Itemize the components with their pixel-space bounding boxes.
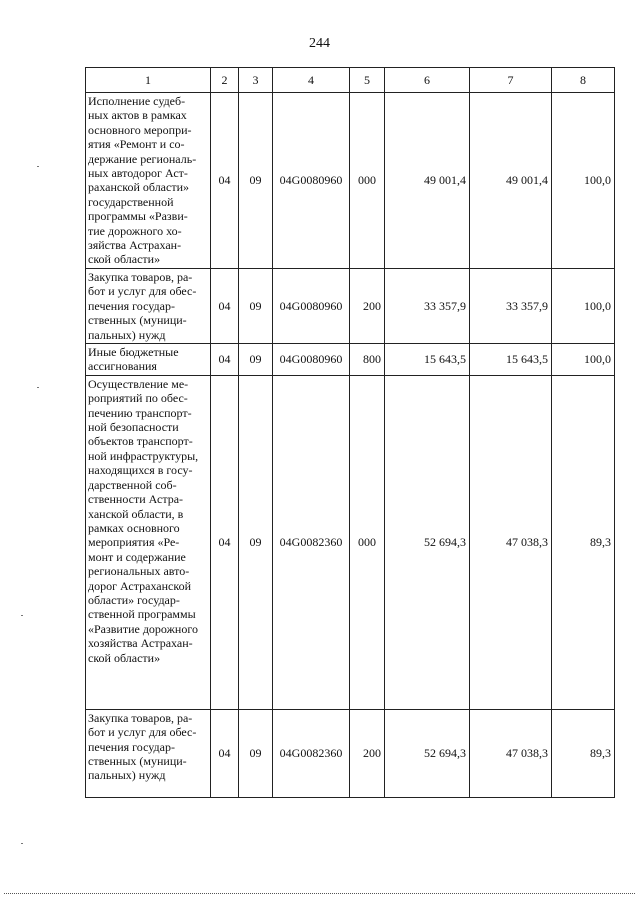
expense-type-cell: 000: [350, 375, 385, 709]
expense-type-cell: 000: [350, 93, 385, 269]
header-cell: 4: [273, 68, 350, 93]
table-row: [86, 375, 615, 709]
section-code-cell: 04: [211, 375, 239, 709]
row-name-cell: Иные бюджетные ассигнования: [86, 344, 211, 376]
subsection-code-cell: 09: [239, 344, 273, 376]
execution-percent-cell: 89,3: [552, 375, 615, 709]
header-cell: 2: [211, 68, 239, 93]
executed-amount-cell: 47 038,3: [470, 709, 552, 797]
header-cell: 5: [350, 68, 385, 93]
execution-percent-cell: 100,0: [552, 344, 615, 376]
section-code-cell: 04: [211, 344, 239, 376]
executed-amount-cell: 47 038,3: [470, 375, 552, 709]
execution-percent-cell: 100,0: [552, 269, 615, 344]
subsection-code-cell: 09: [239, 269, 273, 344]
target-article-cell: 04G0080960: [273, 344, 350, 376]
subsection-code-cell: 09: [239, 709, 273, 797]
expense-type-cell: 200: [350, 269, 385, 344]
scan-speck: [37, 387, 39, 388]
header-row: [86, 68, 615, 93]
subsection-code-cell: 09: [239, 375, 273, 709]
planned-amount-cell: 52 694,3: [385, 375, 470, 709]
target-article-cell: 04G0080960: [273, 269, 350, 344]
row-name-cell: Закупка товаров, ра- бот и услуг для обес- печения государ- ственных (муници- пальных) нужд: [86, 269, 211, 344]
budget-table: [85, 67, 615, 798]
target-article-cell: 04G0080960: [273, 93, 350, 269]
scan-edge-line: [4, 893, 635, 894]
section-code-cell: 04: [211, 269, 239, 344]
scan-speck: [21, 843, 23, 844]
section-code-cell: 04: [211, 93, 239, 269]
row-name-cell: Исполнение судеб- ных актов в рамках основного меропри- ятия «Ремонт и со- держание региональ- ных автодорог Аст- раханской области» государственной программы «Разви- тие дорожного хо- зяйства Астрахан- ской области»: [86, 93, 211, 269]
execution-percent-cell: 89,3: [552, 709, 615, 797]
executed-amount-cell: 33 357,9: [470, 269, 552, 344]
header-cell: 3: [239, 68, 273, 93]
header-cell: 1: [86, 68, 211, 93]
planned-amount-cell: 49 001,4: [385, 93, 470, 269]
row-name-cell: Закупка товаров, ра- бот и услуг для обес- печения государ- ственных (муници- пальных) нужд: [86, 709, 211, 797]
scan-speck: [37, 166, 39, 167]
expense-type-cell: 200: [350, 709, 385, 797]
table-row: [86, 93, 615, 269]
table-row: [86, 344, 615, 376]
table-row: [86, 269, 615, 344]
expense-type-cell: 800: [350, 344, 385, 376]
row-name-cell: Осуществление ме- роприятий по обес- печению транспорт- ной безопасности объектов транспорт- ной инфраструктуры, находящихся в госу- дарственной соб- ственности Астра- ханской области, в рамках основного мероприятия «Ре- монт и содержание региональных авто- дорог Астраханской области» государ- ственной программы «Развитие дорожного хозяйства Астрахан- ской области»: [86, 375, 211, 709]
target-article-cell: 04G0082360: [273, 375, 350, 709]
table-row: [86, 709, 615, 797]
subsection-code-cell: 09: [239, 93, 273, 269]
scan-speck: [21, 615, 23, 616]
page-number: 244: [309, 36, 330, 51]
executed-amount-cell: 49 001,4: [470, 93, 552, 269]
target-article-cell: 04G0082360: [273, 709, 350, 797]
planned-amount-cell: 33 357,9: [385, 269, 470, 344]
section-code-cell: 04: [211, 709, 239, 797]
planned-amount-cell: 15 643,5: [385, 344, 470, 376]
planned-amount-cell: 52 694,3: [385, 709, 470, 797]
header-cell: 7: [470, 68, 552, 93]
header-cell: 6: [385, 68, 470, 93]
header-cell: 8: [552, 68, 615, 93]
executed-amount-cell: 15 643,5: [470, 344, 552, 376]
execution-percent-cell: 100,0: [552, 93, 615, 269]
